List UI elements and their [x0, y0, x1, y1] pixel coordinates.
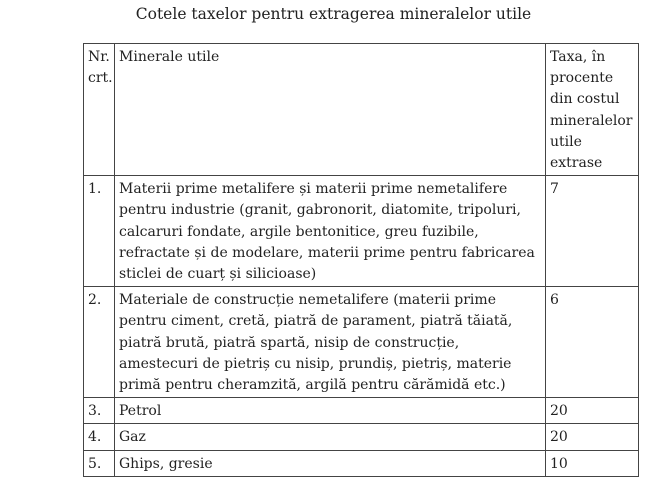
row-mineral-description: Gaz [115, 424, 546, 450]
row-tax-value: 7 [546, 176, 639, 287]
row-number: 3. [84, 398, 115, 424]
header-minerale-utile: Minerale utile [115, 44, 546, 176]
table-row [84, 424, 639, 450]
document-title: Cotele taxelor pentru extragerea mineralelor utile [135, 5, 532, 23]
row-number: 5. [84, 450, 115, 476]
row-number: 2. [84, 287, 115, 398]
row-number: 4. [84, 424, 115, 450]
table-row [84, 398, 639, 424]
tax-rates-table [83, 43, 639, 477]
table-row [84, 450, 639, 476]
row-mineral-description: Ghips, gresie [115, 450, 546, 476]
row-tax-value: 20 [546, 424, 639, 450]
row-mineral-description: Materii prime metalifere și materii prime nemetalifere pentru industrie (granit, gabronorit, diatomite, tripoluri, calcaruri fondate, argile bentonitice, greu fuzibile, refractate și de modelare, materii prime pentru fabricarea sticlei de cuarț și silicioase) [115, 176, 546, 287]
row-tax-value: 20 [546, 398, 639, 424]
table-row [84, 176, 639, 287]
header-taxa: Taxa, în procente din costul mineralelor utile extrase [546, 44, 639, 176]
row-mineral-description: Materiale de construcție nemetalifere (materii prime pentru ciment, cretă, piatră de parament, piatră tăiată, piatră brută, piatră spartă, nisip de construcție, amestecuri de pietriș cu nisip, prundiș, pietriș, materie primă pentru cheramzită, argilă pentru cărămidă etc.) [115, 287, 546, 398]
row-tax-value: 6 [546, 287, 639, 398]
row-mineral-description: Petrol [115, 398, 546, 424]
table-row [84, 287, 639, 398]
row-tax-value: 10 [546, 450, 639, 476]
row-number: 1. [84, 176, 115, 287]
table-header-row [84, 44, 639, 176]
header-nr-crt: Nr. crt. [84, 44, 115, 176]
